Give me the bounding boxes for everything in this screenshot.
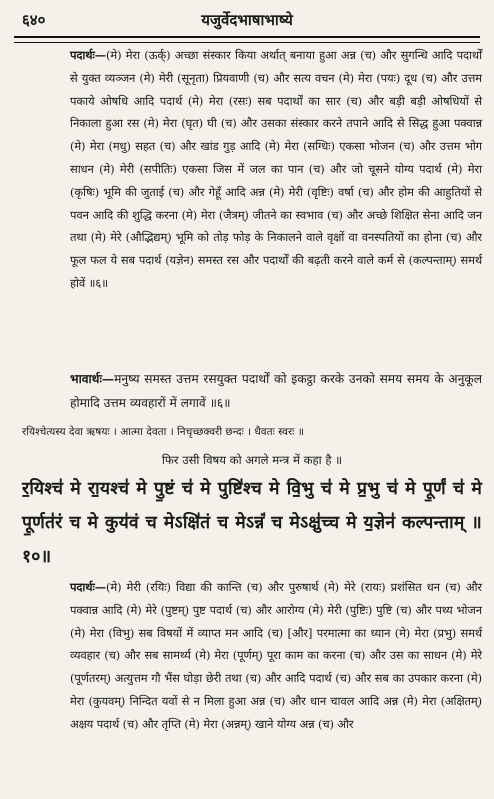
bhavartha-label: भावार्थः— xyxy=(70,372,115,386)
padartha-text: (मे) मेरा (ऊर्क्) अच्छा संस्कार किया अर्थात् बनाया हुआ अन्न (च) और सुगन्धि आदि पदार्थों से युक्त व्यञ्जन (मे) मेरी (सूनृता) प्रियवाणी (च) और सत्य वचन (मे) मेरा (पयः) दूध (च) और उत्तम पकाये ओषधि आदि पदार्थ (मे) मेरा (रसः) सब पदार्थों का सार (च) और बड़ी बड़ी ओषधियों से निकाला हुआ रस (मे) मेरा (घृत) घी (च) और उसका संस्कार करने तपाने आदि से सिद्ध हुआ पक्वान्न (मे) मेरा (मधु) सहत (च) और खांड गुड़ आदि (मे) मेरा (सग्धिः) एकसा भोजन (च) और उत्तम भोग साधन (मे) मेरी (सपीतिः) एकसा जिस में जल का पान (च) और जो चूसने योग्य पदार्थ (मे) मेरा (कृषिः) भूमि की जुताई (च) और गेहूँ आदि अन्न (मे) मेरी (वृष्टिः) वर्षा (च) और होम की आहुतियों से पवन आदि की शुद्धि करना (मे) मेरा (जैत्रम्) जीतने का स्वभाव (च) और अच्छे शिक्षित सेना आदि जन तथा (मे) मेरे (औद्भिद्यम्) भूमि को तोड़ फोड़ के निकालने वाले वृक्षों वा वनस्पतियों का होना (च) और फूल फल ये सब पदार्थ (यज्ञेन) समस्त रस और पदार्थों की बढ़ती करने वाले कर्म से (कल्पन्ताम्) समर्थ होवें ॥६॥ xyxy=(70,48,482,290)
mantra-meta xyxy=(22,424,482,440)
page-header xyxy=(14,8,480,30)
header-rule xyxy=(14,36,480,43)
bhavartha-text: मनुष्य समस्त उत्तम रसयुक्त पदार्थों को इकट्ठा करके उनको समय समय के अनुकूल होमादि उत्तम व्यवहारों में लगावें ॥६॥ xyxy=(70,372,482,410)
padartha-section-10 xyxy=(22,576,482,736)
bhavartha-paragraph xyxy=(22,368,482,415)
mantra-block xyxy=(22,472,482,574)
padartha-label: पदार्थः— xyxy=(70,48,107,62)
rishi-devata-line: रयिश्चेत्यस्य देवा ऋषयः । आत्मा देवता । निचृच्छक्वरी छन्दः । धैवतः स्वरः ॥ xyxy=(22,426,305,438)
mantra-text: र॒यिश्च॑ मे रा॒यश्च॑ मे पु॒ष्टं च॑ मे पुष्टि॑श्च मे वि॒भु च॑ मे प्र॒भु च॑ मे पू॒र्णं च॑ मे पू॒र्णत॑रं च मे कुय॑वं च मेऽक्षि॑तं च मेऽन्नं॑ च मेऽक्षु॑च्च मे य॒ज्ञेन॑ कल्पन्ताम् ॥१०॥ xyxy=(22,479,482,567)
page-number: ६४० xyxy=(22,11,46,29)
padartha-text-10: (मे) मेरी (रयिः) विद्या की कान्ति (च) और पुरुषार्थ (मे) मेरे (रायः) प्रशंसित धन (च) और पक्वान्न आदि (मे) मेरे (पुष्टम्) पुष्ट पदार्थ (च) और आरोग्य (मे) मेरी (पुष्टिः) पुष्टि (च) और पथ्य भोजन (मे) मेरा (विभु) सब विषयों में व्याप्त मन आदि (च) [और] परमात्मा का ध्यान (मे) मेरा (प्रभु) समर्थ व्यवहार (च) और सब सामर्थ्य (मे) मेरा (पूर्णम्) पूरा काम का करना (च) और उस का साधन (मे) मेरे (पूर्णतरम्) अत्युत्तम गौ भैंस घोड़ा छेरी तथा (च) और आदि पदार्थ (च) और सब का उपकार करना (मे) मेरा (कुयवम्) निन्दित यवों से न मिला हुआ अन्न (च) और धान चावल आदि अन्न (मे) मेरा (अक्षितम्) अक्षय पदार्थ (च) और तृप्ति (मे) मेरा (अन्नम्) खाने योग्य अन्न (च) और xyxy=(70,580,482,731)
padartha-paragraph-10 xyxy=(22,576,482,736)
padartha-paragraph xyxy=(22,44,482,295)
running-head: यजुर्वेदभाषाभाष्ये xyxy=(201,11,293,29)
padartha-section-9 xyxy=(22,44,482,295)
bhavartha-section-9 xyxy=(22,368,482,415)
intro-line: फिर उसी विषय को अगले मन्त्र में कहा है ॥ xyxy=(161,453,343,467)
mantra-intro xyxy=(22,452,482,468)
padartha-label-10: पदार्थः— xyxy=(70,580,107,594)
